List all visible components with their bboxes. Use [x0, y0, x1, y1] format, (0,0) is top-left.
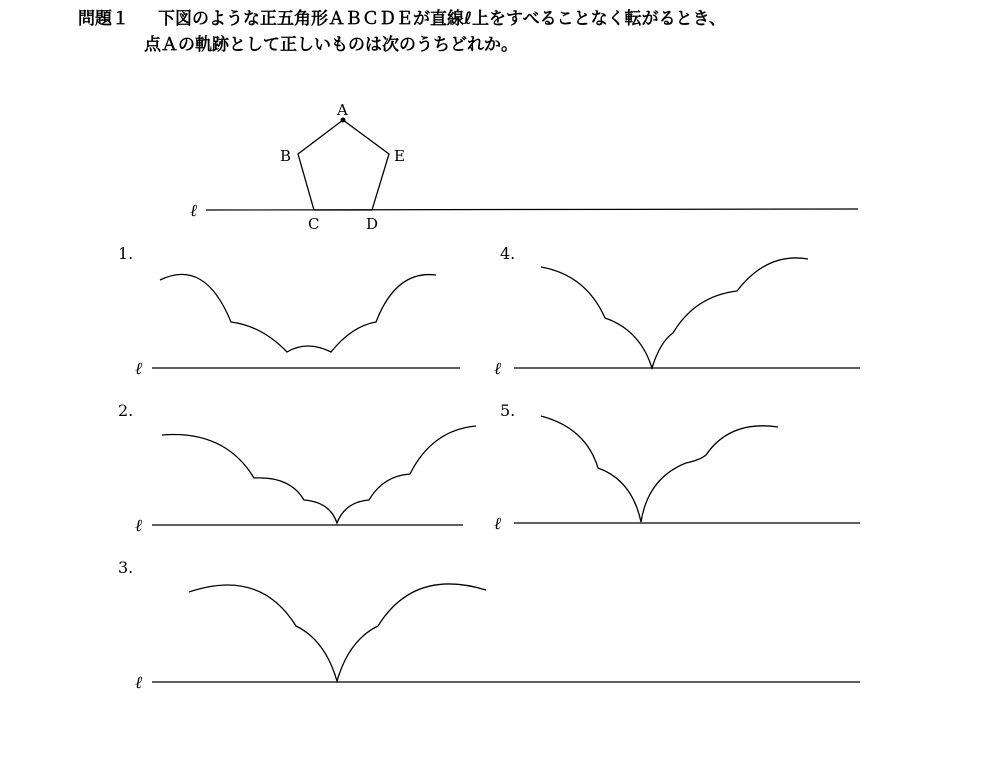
option-3[interactable] — [118, 558, 860, 693]
pentagon-diagram — [190, 101, 858, 233]
option-5-trajectory — [541, 416, 778, 522]
option-3-trajectory — [189, 584, 486, 681]
question-number: 問題１ — [78, 9, 129, 29]
question-text-line1: 下図のような正五角形ＡＢＣＤＥが直線ℓ上をすべることなく転がるとき、 — [158, 9, 726, 29]
option-5-number: 5. — [500, 401, 516, 420]
vertex-label-d: D — [366, 215, 379, 233]
option-5[interactable] — [494, 401, 860, 534]
vertex-label-c: C — [308, 215, 320, 233]
option-2[interactable] — [118, 401, 476, 536]
option-1-number: 1. — [118, 244, 134, 263]
option-4[interactable] — [494, 244, 860, 379]
line-l — [206, 209, 858, 210]
option-4-number: 4. — [500, 244, 516, 263]
question-text-line2: 点Ａの軌跡として正しいものは次のうちどれか。 — [144, 35, 518, 55]
line-l-label: ℓ — [190, 201, 198, 221]
option-4-trajectory — [541, 258, 808, 368]
option-3-line-label: ℓ — [135, 673, 143, 693]
option-3-number: 3. — [118, 558, 134, 577]
option-2-number: 2. — [118, 401, 134, 420]
option-1-line-label: ℓ — [135, 359, 143, 379]
option-2-trajectory — [162, 426, 476, 523]
vertex-label-e: E — [394, 147, 405, 165]
option-5-line-label: ℓ — [494, 514, 502, 534]
vertex-label-b: B — [280, 147, 292, 165]
vertex-label-a: A — [337, 101, 348, 119]
option-4-line-label: ℓ — [494, 359, 502, 379]
pentagon-abcde — [298, 120, 389, 210]
option-1-trajectory — [160, 274, 436, 352]
option-2-line-label: ℓ — [135, 516, 143, 536]
option-1[interactable] — [118, 244, 460, 379]
